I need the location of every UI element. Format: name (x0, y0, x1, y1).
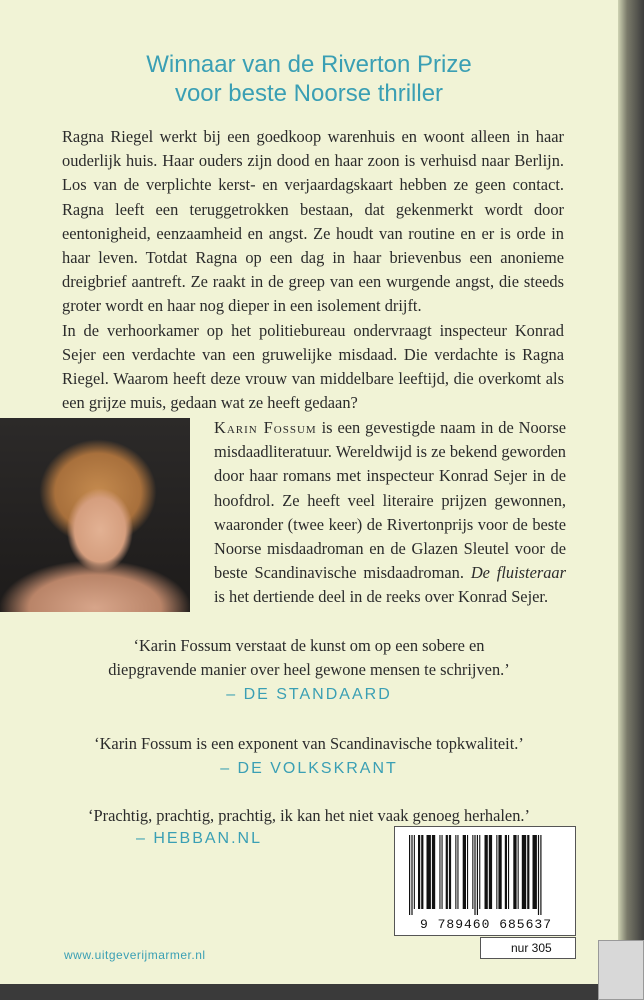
barcode-bar (522, 835, 526, 909)
barcode-bar (518, 835, 519, 909)
barcode-bar (472, 835, 473, 909)
barcode-bar (485, 835, 488, 909)
spine-edge (618, 0, 644, 1000)
review-source-3: – HEBBAN.NL (135, 830, 263, 847)
review-source-2: – DE VOLKSKRANT (220, 760, 398, 777)
barcode-bar (457, 835, 458, 909)
bio-text-2: is het dertiende deel in de reeks over Konrad Sejer. (214, 587, 549, 607)
barcode-bar (421, 835, 423, 909)
barcode-bar (498, 835, 501, 909)
review-source-1: – DE STANDAARD (226, 686, 392, 703)
isbn-barcode (394, 826, 576, 936)
barcode-bar (455, 835, 456, 909)
review-quote-1-line2: diepgravende manier over heel gewone mensen te schrijven.’ (108, 660, 510, 679)
barcode-bar (477, 835, 478, 915)
barcode-bar (496, 835, 497, 909)
barcode-bar (432, 835, 435, 909)
bio-text-1: is een gevestigde naam in de Noorse misdaadliteratuur. Wereldwijd is ze bekend geworden door haar romans met inspecteur Konrad Sejer in de hoofdrol. Ze heeft veel literaire prijzen gewonnen, waaronder (twee keer) de Rivertonprijs voor de beste Noorse misdaadroman en de Glazen Sleutel voor de beste Scandinavische misdaadroman. (214, 418, 566, 583)
author-name: Karin Fossum (214, 418, 317, 437)
award-headline-line2: voor beste Noorse thriller (174, 80, 444, 107)
barcode-bar (533, 835, 537, 909)
author-bio (214, 416, 566, 610)
review-quote-2 (0, 732, 618, 756)
review-quote-3 (0, 804, 618, 828)
review-quote-1 (0, 634, 618, 682)
bottom-edge (0, 984, 644, 1000)
award-headline-line1: Winnaar van de Riverton Prize (146, 51, 472, 78)
review-quote-3-line1: ‘Prachtig, prachtig, prachtig, ik kan het niet vaak genoeg herhalen.’ (88, 806, 530, 825)
barcode-bar (474, 835, 475, 915)
barcode-bar (411, 835, 412, 915)
barcode-bar (505, 835, 507, 909)
barcode-bar (513, 835, 516, 909)
award-headline (0, 50, 618, 108)
review-quote-1-line1: ‘Karin Fossum verstaat de kunst om op een sobere en (133, 636, 485, 655)
barcode-bar (409, 835, 410, 915)
barcode-bars (407, 835, 565, 915)
barcode-bar (463, 835, 466, 909)
barcode-bar (414, 835, 415, 909)
store-logo-sticker (598, 940, 644, 1000)
barcode-bar (508, 835, 509, 909)
barcode-bar (442, 835, 443, 909)
review-quote-2-line1: ‘Karin Fossum is een exponent van Scandinavische topkwaliteit.’ (94, 734, 524, 753)
synopsis-paragraph-2: In de verhoorkamer op het politiebureau ondervraagt inspecteur Konrad Sejer een verdachte van een gruwelijke misdaad. Die verdachte is Ragna Riegel. Waarom heeft deze vrouw van middelbare leeftijd, die overkomt als een grijze muis, gedaan wat ze heeft gedaan? (62, 320, 564, 413)
barcode-bar (489, 835, 492, 909)
barcode-bar (439, 835, 440, 909)
barcode-bar (467, 835, 468, 909)
barcode-bar (527, 835, 529, 909)
barcode-bar (449, 835, 451, 909)
book-title: De fluisteraar (470, 563, 566, 583)
barcode-bar (479, 835, 480, 909)
barcode-bar (538, 835, 539, 915)
publisher-website: www.uitgeverijmarmer.nl (64, 948, 206, 962)
synopsis (62, 125, 564, 415)
barcode-bar (446, 835, 448, 909)
author-photo (0, 418, 190, 612)
isbn-digits: 9 789460 685637 (419, 917, 553, 932)
barcode-bar (418, 835, 420, 909)
barcode-bar (540, 835, 541, 915)
barcode-bar (427, 835, 431, 909)
nur-code: nur 305 (480, 937, 576, 959)
synopsis-paragraph-1: Ragna Riegel werkt bij een goedkoop warenhuis en woont alleen in haar ouderlijk huis. Haar ouders zijn dood en haar zoon is verhuisd naar Berlijn. Los van de verplichte kerst- en verjaardagskaart hebben ze geen contact. Ragna leeft een teruggetrokken bestaan, dat gekenmerkt wordt door eentonigheid, eenzaamheid en angst. Ze houdt van routine en er is orde in haar leven. Totdat Ragna op een dag in haar brievenbus een anonieme dreigbrief aantreft. Ze raakt in de greep van een wurgende angst, die steeds groter wordt en haar nog dieper in een isolement drijft. (62, 127, 564, 316)
